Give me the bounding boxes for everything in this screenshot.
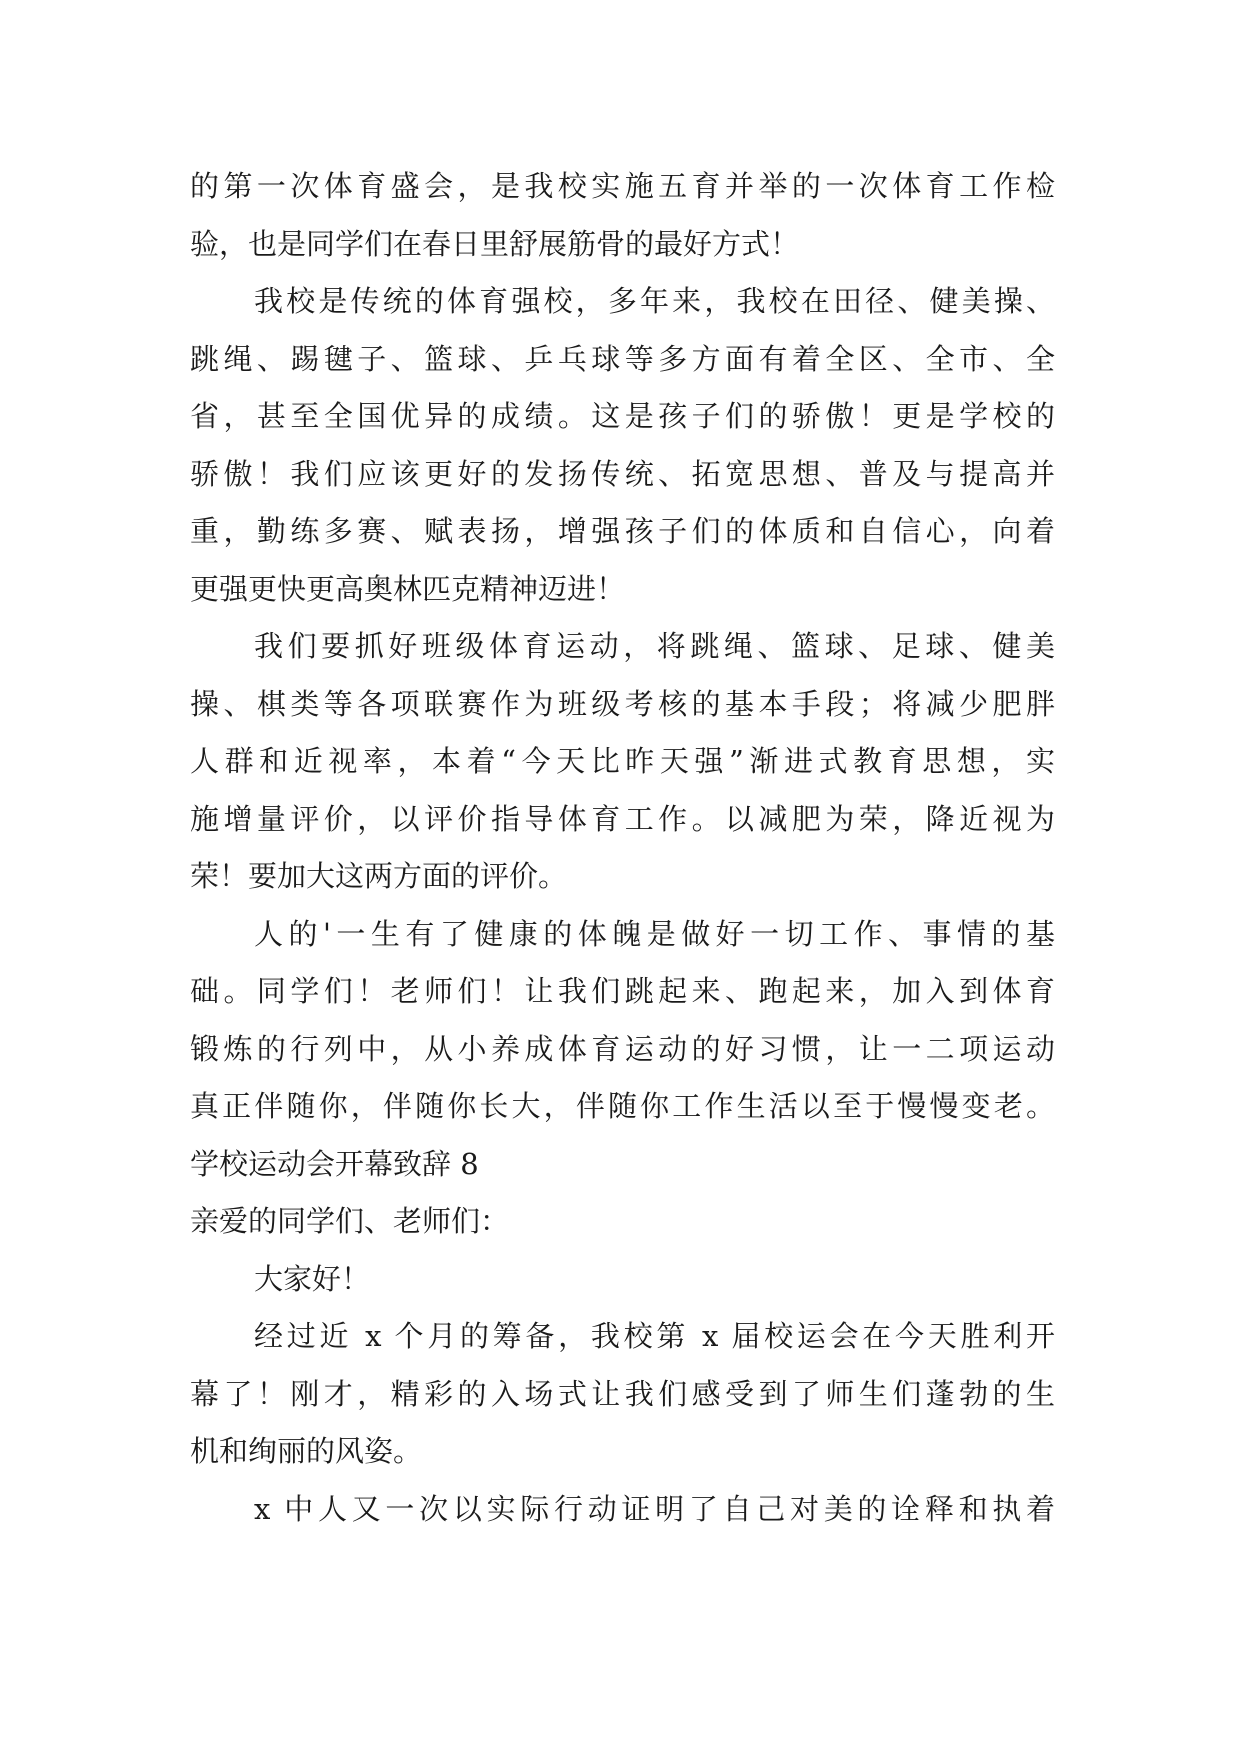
document-body [190,158,1055,1538]
paragraph-first-line: 经过近 x 个月的筹备，我校第 x 届校运会在今天胜利开 [254,1319,1055,1353]
text-line: 更强更快更高奥林匹克精神迈进！ [190,571,626,606]
greeting: 大家好！ [254,1261,371,1296]
text-line: 锻炼的行列中，从小养成体育运动的好习惯，让一二项运动 [190,1031,1055,1066]
text-line: 机和绚丽的风姿。 [190,1434,423,1468]
text-line: 跳绳、踢毽子、篮球、乒乓球等多方面有着全区、全市、全 [190,341,1055,376]
text-line: 真正伴随你，伴随你长大，伴随你工作生活以至于慢慢变老。 [190,1089,1055,1123]
paragraph-first-line: 我们要抓好班级体育运动，将跳绳、篮球、足球、健美 [254,629,1055,663]
section-heading: 学校运动会开幕致辞 8 [190,1146,479,1181]
text-line: 幕了！刚才，精彩的入场式让我们感受到了师生们蓬勃的生 [190,1376,1055,1411]
text-line: 人群和近视率，本着“今天比昨天强”渐进式教育思想，实 [190,744,1055,778]
text-line: 荣！要加大这两方面的评价。 [190,859,568,893]
text-line: 省，甚至全国优异的成绩。这是孩子们的骄傲！更是学校的 [190,399,1055,433]
paragraph-first-line: 人的'一生有了健康的体魄是做好一切工作、事情的基 [254,916,1055,951]
paragraph-first-line: 我校是传统的体育强校，多年来，我校在田径、健美操、 [254,284,1055,318]
text-line: 骄傲！我们应该更好的发扬传统、拓宽思想、普及与提高并 [190,456,1055,491]
text-line: 操、棋类等各项联赛作为班级考核的基本手段；将减少肥胖 [190,686,1055,721]
salutation: 亲爱的同学们、老师们： [190,1204,510,1238]
text-line: 重，勤练多赛、赋表扬，增强孩子们的体质和自信心，向着 [190,514,1055,548]
text-line: 的第一次体育盛会，是我校实施五育并举的一次体育工作检 [190,169,1055,203]
text-line: 验，也是同学们在春日里舒展筋骨的最好方式！ [190,226,800,261]
paragraph-first-line: x 中人又一次以实际行动证明了自己对美的诠释和执着 [254,1491,1055,1526]
text-line: 础。同学们！老师们！让我们跳起来、跑起来，加入到体育 [190,974,1055,1008]
text-line: 施增量评价，以评价指导体育工作。以减肥为荣，降近视为 [190,801,1055,836]
